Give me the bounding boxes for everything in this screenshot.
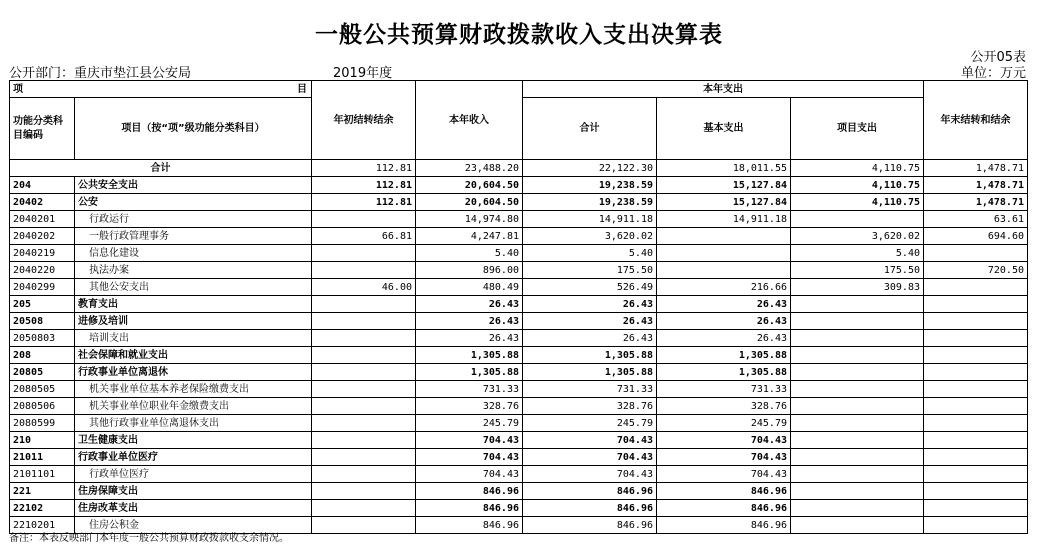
cell-income: 704.43 bbox=[416, 449, 523, 466]
table-row bbox=[10, 262, 1028, 279]
cell-opening: 66.81 bbox=[312, 228, 416, 245]
cell-basic: 704.43 bbox=[657, 432, 791, 449]
header-row-top bbox=[10, 81, 1028, 98]
cell-total: 3,620.02 bbox=[523, 228, 657, 245]
cell-basic: 245.79 bbox=[657, 415, 791, 432]
row-code: 2050803 bbox=[10, 330, 75, 347]
report-title: 一般公共预算财政拨款收入支出决算表 bbox=[315, 22, 723, 48]
cell-basic: 731.33 bbox=[657, 381, 791, 398]
cell-closing bbox=[924, 415, 1028, 432]
cell-project bbox=[791, 449, 924, 466]
row-name: 行政运行 bbox=[75, 211, 312, 228]
cell-basic: 216.66 bbox=[657, 279, 791, 296]
cell-opening: 46.00 bbox=[312, 279, 416, 296]
cell-closing bbox=[924, 381, 1028, 398]
cell-opening bbox=[312, 517, 416, 534]
header-total: 合计 bbox=[523, 98, 657, 160]
table-row bbox=[10, 449, 1028, 466]
cell-income: 20,604.50 bbox=[416, 177, 523, 194]
cell-basic: 26.43 bbox=[657, 296, 791, 313]
table-row bbox=[10, 160, 1028, 177]
cell-income: 1,305.88 bbox=[416, 347, 523, 364]
cell-total: 704.43 bbox=[523, 466, 657, 483]
cell-closing bbox=[924, 245, 1028, 262]
cell-basic: 1,305.88 bbox=[657, 364, 791, 381]
total-label: 合计 bbox=[10, 160, 312, 177]
cell-basic: 15,127.84 bbox=[657, 194, 791, 211]
cell-basic bbox=[657, 228, 791, 245]
cell-project bbox=[791, 432, 924, 449]
cell-closing bbox=[924, 296, 1028, 313]
cell-closing: 1,478.71 bbox=[924, 160, 1028, 177]
cell-total: 245.79 bbox=[523, 415, 657, 432]
table-row bbox=[10, 330, 1028, 347]
cell-closing: 694.60 bbox=[924, 228, 1028, 245]
row-name: 教育支出 bbox=[75, 296, 312, 313]
cell-project bbox=[791, 296, 924, 313]
table-row bbox=[10, 211, 1028, 228]
cell-total: 26.43 bbox=[523, 330, 657, 347]
cell-project: 5.40 bbox=[791, 245, 924, 262]
table-row bbox=[10, 279, 1028, 296]
fiscal-year: 2019年度 bbox=[333, 66, 393, 81]
cell-opening bbox=[312, 432, 416, 449]
cell-closing: 1,478.71 bbox=[924, 194, 1028, 211]
cell-income: 896.00 bbox=[416, 262, 523, 279]
table-note: 备注：本表反映部门本年度一般公共预算财政拨款收支余情况。 bbox=[9, 533, 289, 544]
row-name: 信息化建设 bbox=[75, 245, 312, 262]
row-name: 行政事业单位医疗 bbox=[75, 449, 312, 466]
table-row bbox=[10, 194, 1028, 211]
cell-income: 704.43 bbox=[416, 466, 523, 483]
cell-opening bbox=[312, 466, 416, 483]
unit-label: 单位：万元 bbox=[960, 66, 1026, 81]
row-code: 2080599 bbox=[10, 415, 75, 432]
cell-basic: 1,305.88 bbox=[657, 347, 791, 364]
cell-project bbox=[791, 500, 924, 517]
cell-basic: 328.76 bbox=[657, 398, 791, 415]
header-basic: 基本支出 bbox=[657, 98, 791, 160]
row-name: 一般行政管理事务 bbox=[75, 228, 312, 245]
cell-total: 14,911.18 bbox=[523, 211, 657, 228]
row-code: 2210201 bbox=[10, 517, 75, 534]
cell-closing bbox=[924, 330, 1028, 347]
cell-basic: 26.43 bbox=[657, 330, 791, 347]
cell-project: 309.83 bbox=[791, 279, 924, 296]
header-code: 功能分类科目编码 bbox=[10, 98, 75, 160]
cell-basic: 14,911.18 bbox=[657, 211, 791, 228]
header-income: 本年收入 bbox=[416, 81, 523, 160]
cell-opening bbox=[312, 398, 416, 415]
row-code: 22102 bbox=[10, 500, 75, 517]
row-name: 机关事业单位基本养老保险缴费支出 bbox=[75, 381, 312, 398]
row-name: 公安 bbox=[75, 194, 312, 211]
cell-project bbox=[791, 364, 924, 381]
cell-opening bbox=[312, 245, 416, 262]
cell-total: 846.96 bbox=[523, 517, 657, 534]
cell-total: 704.43 bbox=[523, 449, 657, 466]
form-number: 公开05表 bbox=[970, 50, 1026, 65]
header-current-expense: 本年支出 bbox=[523, 81, 924, 98]
cell-opening: 112.81 bbox=[312, 177, 416, 194]
cell-basic: 15,127.84 bbox=[657, 177, 791, 194]
cell-total: 19,238.59 bbox=[523, 194, 657, 211]
cell-project bbox=[791, 517, 924, 534]
cell-project bbox=[791, 347, 924, 364]
row-name: 卫生健康支出 bbox=[75, 432, 312, 449]
cell-total: 19,238.59 bbox=[523, 177, 657, 194]
cell-income: 14,974.80 bbox=[416, 211, 523, 228]
table-row bbox=[10, 500, 1028, 517]
table-body bbox=[10, 160, 1028, 534]
cell-opening bbox=[312, 313, 416, 330]
cell-income: 846.96 bbox=[416, 483, 523, 500]
cell-closing bbox=[924, 517, 1028, 534]
cell-project bbox=[791, 313, 924, 330]
cell-total: 846.96 bbox=[523, 500, 657, 517]
row-name: 其他行政事业单位离退休支出 bbox=[75, 415, 312, 432]
cell-total: 26.43 bbox=[523, 313, 657, 330]
cell-income: 5.40 bbox=[416, 245, 523, 262]
cell-opening bbox=[312, 364, 416, 381]
row-name: 执法办案 bbox=[75, 262, 312, 279]
cell-basic bbox=[657, 245, 791, 262]
table-row bbox=[10, 228, 1028, 245]
cell-income: 23,488.20 bbox=[416, 160, 523, 177]
cell-basic: 26.43 bbox=[657, 313, 791, 330]
table-row bbox=[10, 245, 1028, 262]
cell-basic bbox=[657, 262, 791, 279]
row-code: 2040201 bbox=[10, 211, 75, 228]
cell-closing bbox=[924, 347, 1028, 364]
cell-project: 4,110.75 bbox=[791, 194, 924, 211]
cell-income: 846.96 bbox=[416, 500, 523, 517]
cell-project: 4,110.75 bbox=[791, 160, 924, 177]
cell-income: 1,305.88 bbox=[416, 364, 523, 381]
cell-closing bbox=[924, 398, 1028, 415]
cell-total: 22,122.30 bbox=[523, 160, 657, 177]
cell-closing: 1,478.71 bbox=[924, 177, 1028, 194]
cell-opening bbox=[312, 381, 416, 398]
budget-table bbox=[9, 80, 1028, 534]
cell-opening bbox=[312, 330, 416, 347]
cell-project bbox=[791, 398, 924, 415]
row-code: 205 bbox=[10, 296, 75, 313]
cell-project bbox=[791, 211, 924, 228]
cell-income: 704.43 bbox=[416, 432, 523, 449]
row-name: 住房公积金 bbox=[75, 517, 312, 534]
header-item: 项目（按“项”级功能分类科目） bbox=[75, 98, 312, 160]
cell-project bbox=[791, 415, 924, 432]
row-code: 2040219 bbox=[10, 245, 75, 262]
cell-total: 526.49 bbox=[523, 279, 657, 296]
row-code: 204 bbox=[10, 177, 75, 194]
cell-closing bbox=[924, 279, 1028, 296]
row-name: 住房改革支出 bbox=[75, 500, 312, 517]
table-row bbox=[10, 347, 1028, 364]
cell-closing: 720.50 bbox=[924, 262, 1028, 279]
cell-opening: 112.81 bbox=[312, 160, 416, 177]
cell-opening bbox=[312, 347, 416, 364]
cell-income: 245.79 bbox=[416, 415, 523, 432]
cell-opening bbox=[312, 449, 416, 466]
cell-income: 846.96 bbox=[416, 517, 523, 534]
cell-project bbox=[791, 466, 924, 483]
row-name: 进修及培训 bbox=[75, 313, 312, 330]
row-name: 公共安全支出 bbox=[75, 177, 312, 194]
cell-closing bbox=[924, 449, 1028, 466]
cell-closing bbox=[924, 483, 1028, 500]
header-mu: 目 bbox=[297, 83, 307, 95]
cell-income: 26.43 bbox=[416, 313, 523, 330]
cell-total: 328.76 bbox=[523, 398, 657, 415]
cell-closing bbox=[924, 313, 1028, 330]
cell-income: 26.43 bbox=[416, 296, 523, 313]
table-row bbox=[10, 415, 1028, 432]
cell-closing: 63.61 bbox=[924, 211, 1028, 228]
row-code: 221 bbox=[10, 483, 75, 500]
cell-basic: 704.43 bbox=[657, 466, 791, 483]
cell-total: 846.96 bbox=[523, 483, 657, 500]
header-xiang-mu bbox=[10, 81, 312, 98]
cell-total: 1,305.88 bbox=[523, 364, 657, 381]
cell-opening bbox=[312, 500, 416, 517]
cell-project: 175.50 bbox=[791, 262, 924, 279]
row-code: 2101101 bbox=[10, 466, 75, 483]
row-code: 210 bbox=[10, 432, 75, 449]
cell-project: 3,620.02 bbox=[791, 228, 924, 245]
cell-total: 5.40 bbox=[523, 245, 657, 262]
header-xiang: 项 bbox=[13, 83, 23, 95]
table-row bbox=[10, 432, 1028, 449]
cell-income: 731.33 bbox=[416, 381, 523, 398]
cell-income: 4,247.81 bbox=[416, 228, 523, 245]
table-row bbox=[10, 466, 1028, 483]
cell-opening bbox=[312, 296, 416, 313]
row-code: 20805 bbox=[10, 364, 75, 381]
cell-total: 1,305.88 bbox=[523, 347, 657, 364]
table-row bbox=[10, 398, 1028, 415]
table-row bbox=[10, 313, 1028, 330]
cell-project bbox=[791, 381, 924, 398]
cell-total: 704.43 bbox=[523, 432, 657, 449]
row-code: 21011 bbox=[10, 449, 75, 466]
department-label: 公开部门：重庆市垫江县公安局 bbox=[9, 66, 192, 81]
cell-income: 26.43 bbox=[416, 330, 523, 347]
cell-closing bbox=[924, 364, 1028, 381]
cell-income: 20,604.50 bbox=[416, 194, 523, 211]
cell-project: 4,110.75 bbox=[791, 177, 924, 194]
row-name: 机关事业单位职业年金缴费支出 bbox=[75, 398, 312, 415]
cell-basic: 846.96 bbox=[657, 517, 791, 534]
header-project: 项目支出 bbox=[791, 98, 924, 160]
cell-basic: 18,011.55 bbox=[657, 160, 791, 177]
cell-basic: 846.96 bbox=[657, 483, 791, 500]
row-name: 社会保障和就业支出 bbox=[75, 347, 312, 364]
table-row bbox=[10, 483, 1028, 500]
row-code: 2040220 bbox=[10, 262, 75, 279]
row-code: 20508 bbox=[10, 313, 75, 330]
table-row bbox=[10, 364, 1028, 381]
row-code: 2040299 bbox=[10, 279, 75, 296]
cell-opening bbox=[312, 483, 416, 500]
cell-opening bbox=[312, 415, 416, 432]
cell-closing bbox=[924, 466, 1028, 483]
cell-project bbox=[791, 330, 924, 347]
cell-income: 328.76 bbox=[416, 398, 523, 415]
row-code: 20402 bbox=[10, 194, 75, 211]
table-row bbox=[10, 296, 1028, 313]
cell-basic: 704.43 bbox=[657, 449, 791, 466]
cell-opening bbox=[312, 262, 416, 279]
row-code: 2080506 bbox=[10, 398, 75, 415]
row-code: 2040202 bbox=[10, 228, 75, 245]
cell-total: 731.33 bbox=[523, 381, 657, 398]
cell-project bbox=[791, 483, 924, 500]
row-code: 208 bbox=[10, 347, 75, 364]
cell-closing bbox=[924, 432, 1028, 449]
cell-opening: 112.81 bbox=[312, 194, 416, 211]
cell-basic: 846.96 bbox=[657, 500, 791, 517]
header-closing: 年末结转和结余 bbox=[924, 81, 1028, 160]
row-name: 行政事业单位离退休 bbox=[75, 364, 312, 381]
row-name: 行政单位医疗 bbox=[75, 466, 312, 483]
row-code: 2080505 bbox=[10, 381, 75, 398]
row-name: 培训支出 bbox=[75, 330, 312, 347]
row-name: 其他公安支出 bbox=[75, 279, 312, 296]
cell-total: 26.43 bbox=[523, 296, 657, 313]
table-row bbox=[10, 381, 1028, 398]
cell-income: 480.49 bbox=[416, 279, 523, 296]
header-opening: 年初结转结余 bbox=[312, 81, 416, 160]
table-row bbox=[10, 177, 1028, 194]
cell-opening bbox=[312, 211, 416, 228]
cell-total: 175.50 bbox=[523, 262, 657, 279]
row-name: 住房保障支出 bbox=[75, 483, 312, 500]
cell-closing bbox=[924, 500, 1028, 517]
